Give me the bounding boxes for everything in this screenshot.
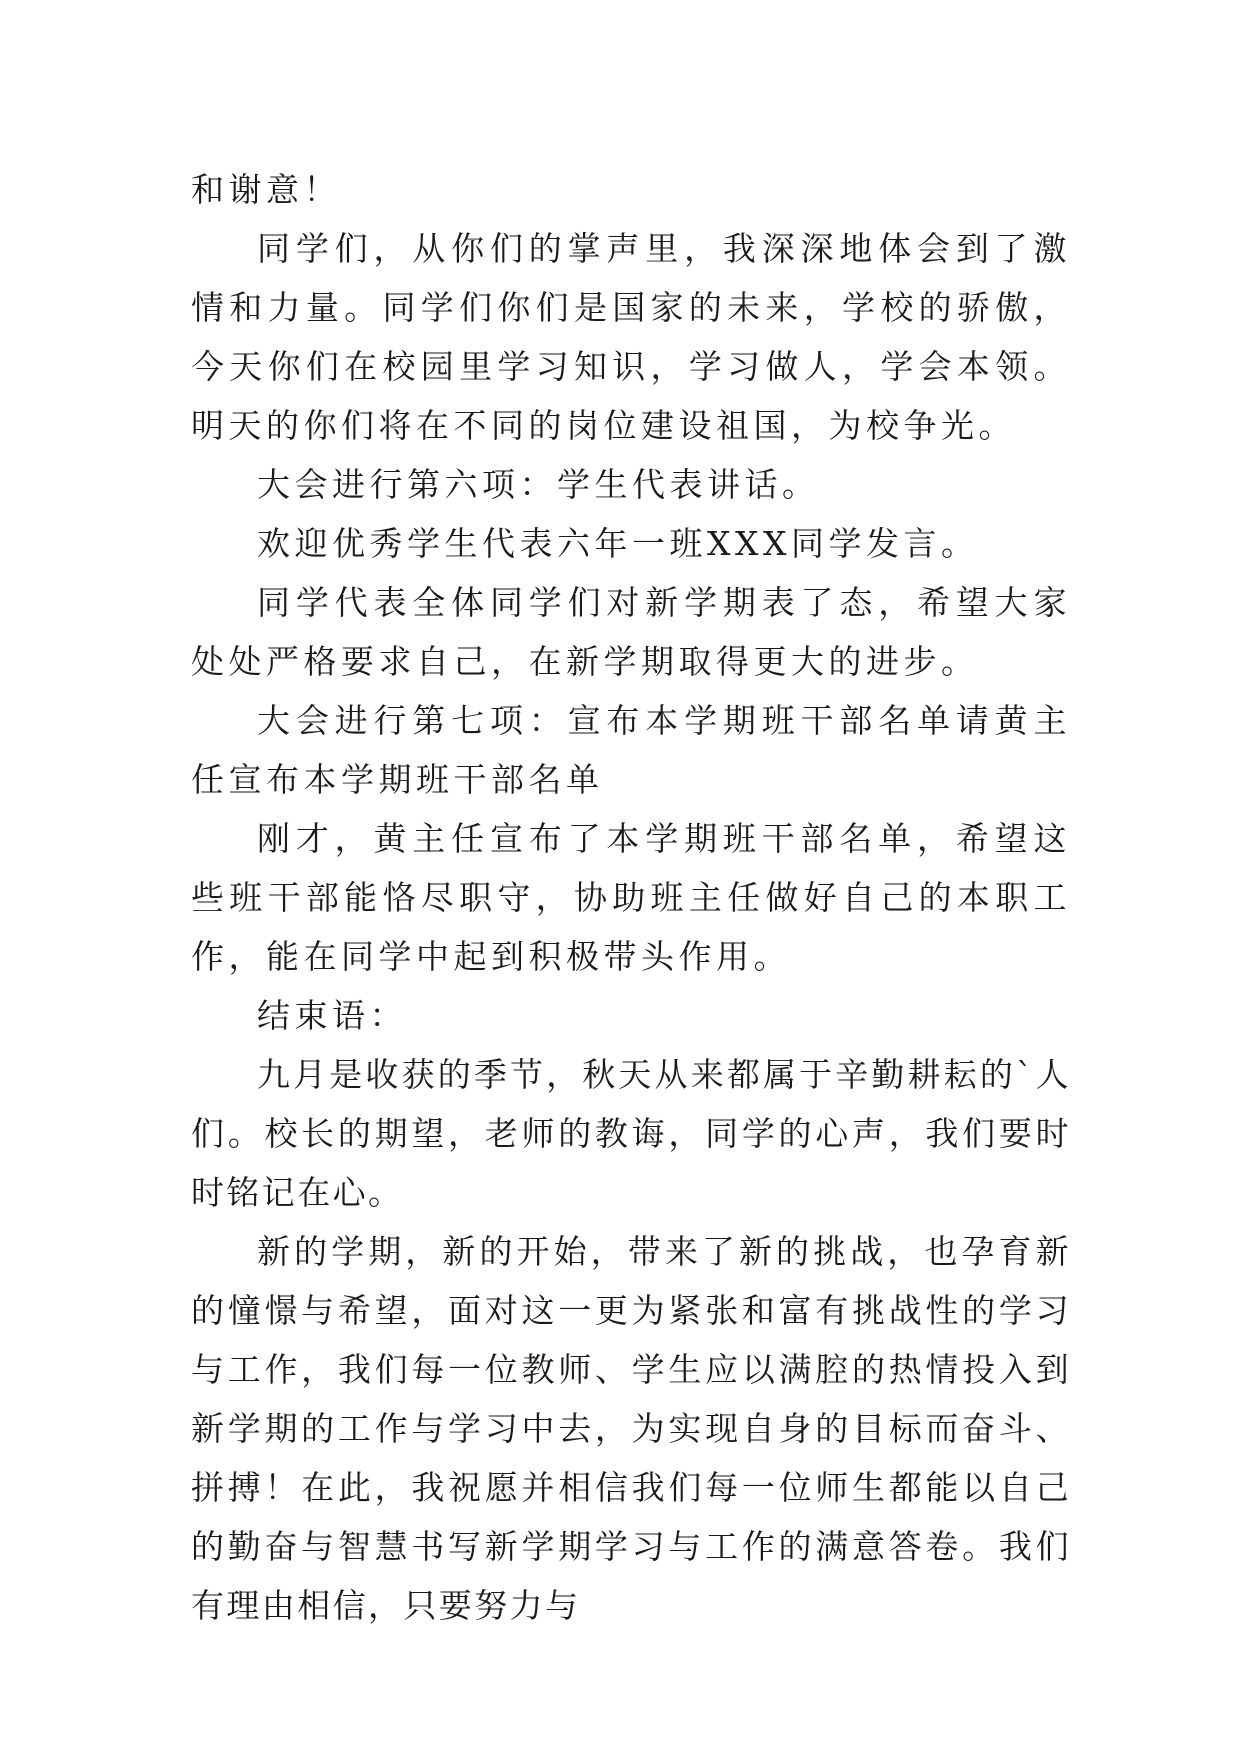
- paragraph-applause: 同学们，从你们的掌声里，我深深地体会到了激情和力量。同学们你们是国家的未来，学校的骄傲，今天你们在校园里学习知识，学习做人，学会本领。明天的你们将在不同的岗位建设祖国，为校争光。: [191, 229, 1071, 445]
- paragraph-september: 九月是收获的季节，秋天从来都属于辛勤耕耘的`人们。校长的期望，老师的教诲，同学的心声，我们要时时铭记在心。: [191, 1055, 1071, 1212]
- paragraph-student-pledge: 同学代表全体同学们对新学期表了态，希望大家处处严格要求自己，在新学期取得更大的进步。: [191, 583, 1071, 681]
- document-body: [191, 160, 1071, 1635]
- paragraph-item-six: 大会进行第六项：学生代表讲话。: [257, 465, 820, 504]
- paragraph-conclusion-heading: 结束语：: [257, 996, 407, 1035]
- paragraph-cadre-list: 刚才，黄主任宣布了本学期班干部名单，希望这些班干部能恪尽职守，协助班主任做好自己的本职工作，能在同学中起到积极带头作用。: [191, 819, 1071, 976]
- paragraph-closing-thanks: 和谢意！: [191, 170, 341, 209]
- paragraph-new-semester: 新的学期，新的开始，带来了新的挑战，也孕育新的憧憬与希望，面对这一更为紧张和富有挑战性的学习与工作，我们每一位教师、学生应以满腔的热情投入到新学期的工作与学习中去，为实现自身的目标而奋斗、拼搏！在此，我祝愿并相信我们每一位师生都能以自己的勤奋与智慧书写新学期学习与工作的满意答卷。我们有理由相信，只要努力与: [191, 1232, 1071, 1625]
- paragraph-welcome-student: 欢迎优秀学生代表六年一班XXX同学发言。: [257, 524, 979, 563]
- paragraph-item-seven: 大会进行第七项：宣布本学期班干部名单请黄主任宣布本学期班干部名单: [191, 701, 1071, 799]
